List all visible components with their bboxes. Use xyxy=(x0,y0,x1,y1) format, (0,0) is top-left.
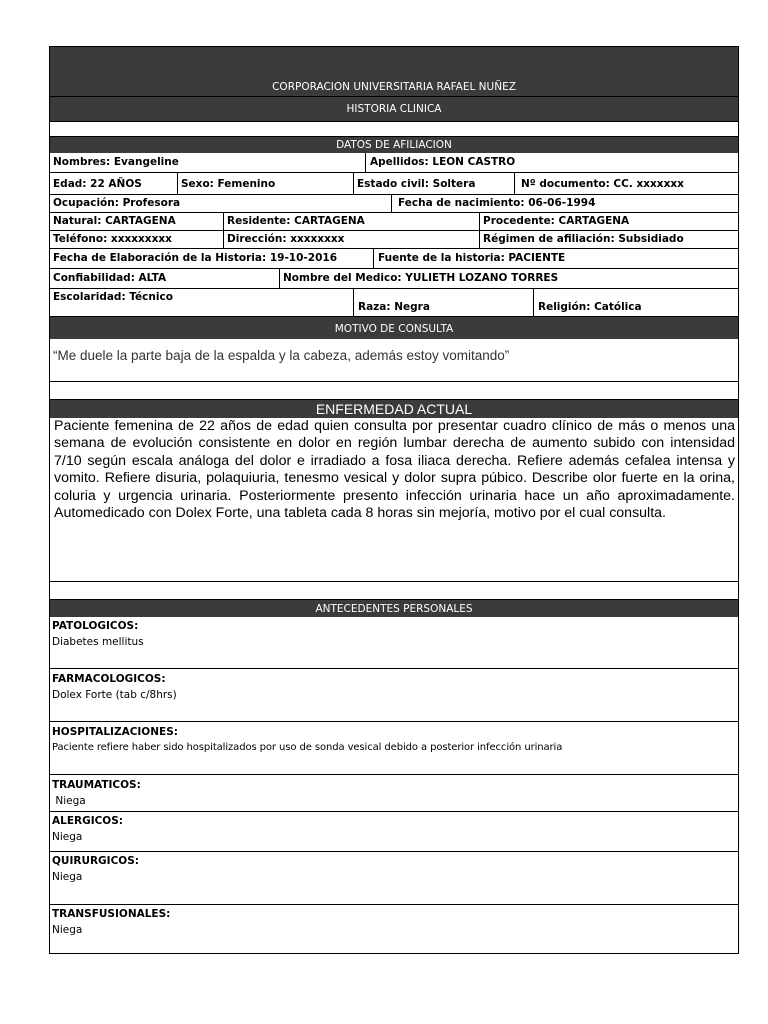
enfermedad-text: Paciente femenina de 22 años de edad quien consulta por presentar cuadro clínico de más o menos una semana de evolución consistente en dolor en región lumbar derecha de aumento subido con intensidad 7/10 según escala análoga del dolor e irradiado a fosa iliaca derecha. Refiere además cefalea intensa y vomito. Refiere disuria, polaquiuria, tenesmo vesical y dolor supra púbico. Describe olor fuerte en la orina, coluria y urgencia urinaria. Posteriormente presento infección urinaria hace un año aproximadamente. Automedicado con Dolex Forte, una tableta cada 8 horas sin mejoría, motivo por el cual consulta. xyxy=(49,418,739,582)
section-title-antecedentes: ANTECEDENTES PERSONALES xyxy=(49,600,739,617)
institution-name: CORPORACION UNIVERSITARIA RAFAEL NUÑEZ xyxy=(272,81,516,93)
antecedente-value: Niega xyxy=(52,871,83,883)
field-religion: Religión: Católica xyxy=(533,289,738,316)
field-natural: Natural: CARTAGENA xyxy=(53,215,176,227)
antecedente-value: Dolex Forte (tab c/8hrs) xyxy=(52,689,177,701)
row-history-source xyxy=(49,249,739,269)
section-title-enfermedad: ENFERMEDAD ACTUAL xyxy=(49,400,739,418)
antecedente-label: PATOLOGICOS: xyxy=(52,620,139,632)
antecedente-label: ALERGICOS: xyxy=(52,815,123,827)
spacer-row xyxy=(49,122,739,137)
field-fecha-elaboracion: Fecha de Elaboración de la Historia: 19-10-2016 xyxy=(53,252,338,264)
field-medico: Nombre del Medico: YULIETH LOZANO TORRES xyxy=(279,269,738,288)
antecedente-traumaticos xyxy=(49,775,739,812)
antecedente-value: Niega xyxy=(52,831,83,843)
field-direccion: Dirección: xxxxxxxx xyxy=(223,231,479,248)
antecedente-quirurgicos xyxy=(49,852,739,905)
field-sexo: Sexo: Femenino xyxy=(177,173,353,194)
row-physician xyxy=(49,269,739,289)
antecedente-value: Niega xyxy=(52,795,86,807)
antecedente-value: Paciente refiere haber sido hospitalizados por uso de sonda vesical debido a posterior infección urinaria xyxy=(52,742,563,753)
antecedente-value: Diabetes mellitus xyxy=(52,636,144,648)
row-contact xyxy=(49,231,739,249)
antecedente-farmacologicos xyxy=(49,669,739,722)
institution-header xyxy=(49,46,739,96)
antecedente-label: TRAUMATICOS: xyxy=(52,779,141,791)
field-ocupacion: Ocupación: Profesora xyxy=(53,197,181,209)
field-telefono: Teléfono: xxxxxxxxx xyxy=(53,233,172,245)
field-escolaridad: Escolaridad: Técnico xyxy=(53,291,173,303)
antecedente-value: Niega xyxy=(52,924,83,936)
field-raza: Raza: Negra xyxy=(353,289,533,316)
antecedente-patologicos xyxy=(49,617,739,669)
motivo-text: “Me duele la parte baja de la espalda y la cabeza, además estoy vomitando” xyxy=(49,339,739,382)
field-documento: Nº documento: CC. xxxxxxx xyxy=(514,173,738,194)
field-nombres: Nombres: Evangeline xyxy=(53,156,179,168)
antecedente-label: TRANSFUSIONALES: xyxy=(52,908,171,920)
antecedente-label: FARMACOLOGICOS: xyxy=(52,673,166,685)
field-fecha-nacimiento: Fecha de nacimiento: 06-06-1994 xyxy=(391,195,738,212)
antecedente-transfusionales xyxy=(49,905,739,954)
field-estado-civil: Estado civil: Soltera xyxy=(353,173,514,194)
field-edad: Edad: 22 AÑOS xyxy=(53,178,142,190)
field-confiabilidad: Confiabilidad: ALTA xyxy=(53,272,167,284)
row-names xyxy=(49,153,739,173)
document-title: HISTORIA CLINICA xyxy=(49,96,739,122)
field-apellidos: Apellidos: LEON CASTRO xyxy=(365,153,738,172)
section-title-motivo: MOTIVO DE CONSULTA xyxy=(49,317,739,339)
field-residente: Residente: CARTAGENA xyxy=(223,213,479,230)
spacer-row xyxy=(49,582,739,600)
field-fuente: Fuente de la historia: PACIENTE xyxy=(373,249,738,268)
row-demographics xyxy=(49,173,739,195)
antecedente-hospitalizaciones xyxy=(49,722,739,775)
antecedente-label: HOSPITALIZACIONES: xyxy=(52,726,178,738)
row-occupation xyxy=(49,195,739,213)
clinical-history-form xyxy=(49,46,739,954)
field-procedente: Procedente: CARTAGENA xyxy=(479,213,738,230)
row-origin xyxy=(49,213,739,231)
spacer-row xyxy=(49,382,739,400)
field-regimen: Régimen de afiliación: Subsidiado xyxy=(479,231,738,248)
antecedente-label: QUIRURGICOS: xyxy=(52,855,139,867)
antecedente-alergicos xyxy=(49,812,739,852)
row-education xyxy=(49,289,739,317)
section-title-afiliacion: DATOS DE AFILIACION xyxy=(49,137,739,153)
